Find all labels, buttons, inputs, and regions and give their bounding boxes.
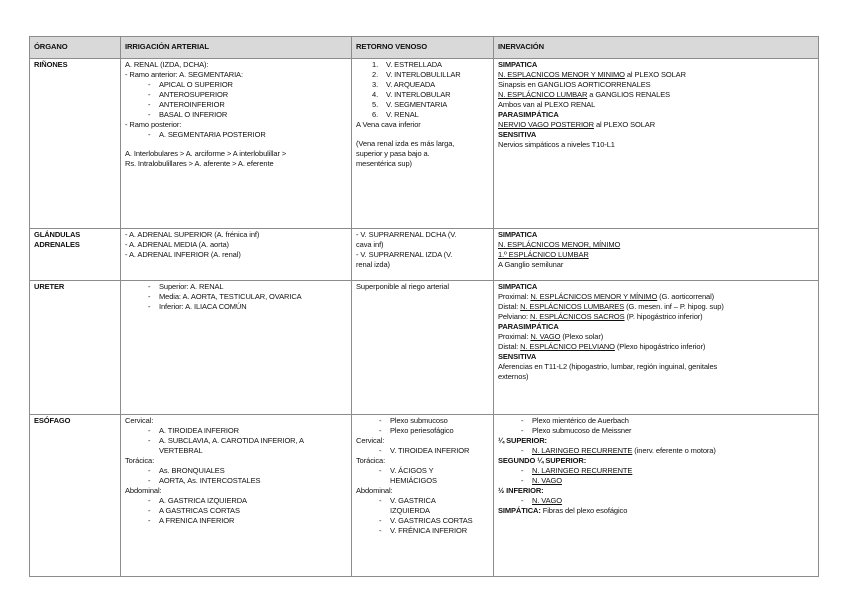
- text-line: Torácica:: [356, 455, 386, 465]
- innervation-cell: [494, 415, 819, 577]
- list-item: - BASAL O INFERIOR: [125, 110, 347, 120]
- list-item: [498, 496, 814, 506]
- list-item: - Inferior: A. ILIACA COMÚN: [125, 302, 347, 312]
- header-organo: ÓRGANO: [30, 37, 121, 59]
- list-item: - A. SEGMENTARIA POSTERIOR: [125, 130, 347, 140]
- text-line: [498, 120, 814, 130]
- list-item: 5. V. SEGMENTARIA: [356, 100, 489, 110]
- list-item: 2. V. INTERLOBULILLAR: [356, 70, 489, 80]
- text-line: - Ramo posterior:: [125, 119, 182, 129]
- list-item: 1. V. ESTRELLADA: [356, 60, 489, 70]
- text-fragment: (G. mesen. inf – P. hipog. sup): [624, 301, 724, 311]
- section-heading: ¼ SUPERIOR:: [498, 435, 547, 445]
- list-item: - A. GASTRICA IZQUIERDA: [125, 496, 347, 506]
- list-item: - A. SUBCLAVIA, A. CAROTIDA INFERIOR, A: [125, 436, 347, 446]
- organ-name: ADRENALES: [34, 239, 80, 249]
- nerve-name: N. VAGO: [530, 331, 561, 341]
- list-item: - V. TIROIDEA INFERIOR: [356, 446, 489, 456]
- list-item: 6. V. RENAL: [356, 110, 489, 120]
- text-line: A Ganglio semilunar: [498, 259, 564, 269]
- header-row: [30, 37, 819, 59]
- text-fragment: Proximal:: [498, 331, 531, 341]
- section-heading: SIMPATICA: [498, 230, 538, 239]
- list-item: - V. FRÉNICA INFERIOR: [356, 526, 489, 536]
- section-heading: SIMPÁTICA:: [498, 505, 541, 515]
- organ-name: GLÁNDULAS: [34, 230, 81, 239]
- text-fragment: al PLEXO SOLAR: [624, 69, 686, 79]
- text-line: - V. SUPRARRENAL IZDA (V.: [356, 249, 453, 259]
- table-row-ureter: [30, 281, 819, 415]
- section-heading: SENSITIVA: [498, 351, 537, 361]
- text-line: superior y pasa bajo a.: [356, 148, 430, 158]
- text-line: - A. ADRENAL INFERIOR (A. renal): [125, 249, 241, 259]
- section-heading: SIMPATICA: [498, 60, 538, 69]
- text-fragment: Distal:: [498, 341, 521, 351]
- text-fragment: Proximal:: [498, 291, 531, 301]
- text-line: [498, 506, 814, 516]
- organ-cell: [30, 229, 121, 281]
- list-item: 4. V. INTERLOBULAR: [356, 90, 489, 100]
- text-fragment: Pelviano:: [498, 311, 530, 321]
- text-fragment: (Plexo solar): [560, 331, 604, 341]
- nerve-name: 1.º ESPLÁCNICO LUMBAR: [498, 249, 589, 259]
- list-item: [498, 446, 814, 456]
- nerve-name: N. LARINGEO RECURRENTE: [532, 445, 633, 455]
- text-line: renal izda): [356, 259, 390, 269]
- text-line: Nervios simpáticos a niveles T10-L1: [498, 139, 615, 149]
- list-item: - Plexo submucoso: [356, 416, 489, 426]
- text-line: [498, 90, 814, 100]
- text-line: [498, 342, 814, 352]
- list-item: - V. GASTRICA: [356, 496, 489, 506]
- table-row-rinones: [30, 59, 819, 229]
- text-line: cava inf): [356, 239, 384, 249]
- text-line: - Ramo anterior: A. SEGMENTARIA:: [125, 69, 243, 79]
- irrigation-cell: [121, 59, 352, 229]
- list-item: - Media: A. AORTA, TESTICULAR, OVARICA: [125, 292, 347, 302]
- list-item: - As. BRONQUIALES: [125, 466, 347, 476]
- list-item-continued: HEMIÁCIGOS: [390, 475, 437, 485]
- section-heading: ½ INFERIOR:: [498, 485, 544, 495]
- text-line: externos): [498, 371, 529, 381]
- irrigation-cell: [121, 281, 352, 415]
- section-heading: SENSITIVA: [498, 129, 537, 139]
- anatomy-table: [29, 36, 819, 577]
- nerve-name: N. LARINGEO RECURRENTE: [532, 465, 633, 475]
- text-line: - A. ADRENAL SUPERIOR (A. frénica inf): [125, 230, 260, 239]
- text-fragment: Distal:: [498, 301, 521, 311]
- venous-cell: [352, 59, 494, 229]
- text-fragment: al PLEXO SOLAR: [593, 119, 656, 129]
- section-heading: SEGUNDO ¼ SUPERIOR:: [498, 455, 587, 465]
- text-line: (Vena renal izda es más larga,: [356, 138, 455, 148]
- text-fragment: (P. hipogástrico inferior): [624, 311, 703, 321]
- irrigation-cell: [121, 229, 352, 281]
- irrigation-cell: [121, 415, 352, 577]
- text-fragment: a GANGLIOS RENALES: [587, 89, 670, 99]
- text-fragment: (Plexo hipogástrico inferior): [614, 341, 706, 351]
- text-line: A Vena cava inferior: [356, 119, 421, 129]
- list-item: - Plexo submucoso de Meissner: [498, 426, 814, 436]
- header-retorno: RETORNO VENOSO: [352, 37, 494, 59]
- nerve-name: N. ESPLACNICOS MENOR Y MINIMO: [498, 69, 625, 79]
- text-line: mesentérica sup): [356, 158, 412, 168]
- organ-cell: ESÓFAGO: [30, 415, 121, 577]
- innervation-cell: [494, 281, 819, 415]
- spacer: [125, 140, 347, 149]
- nerve-name: N. ESPLÁCNICOS MENOR, MÍNIMO: [498, 239, 621, 249]
- text-line: Aferencias en T11-L2 (hipogastrio, lumbar, región inguinal, genitales: [498, 361, 718, 371]
- list-item: [498, 466, 814, 476]
- text-line: Cervical:: [125, 416, 154, 425]
- list-item: - Plexo periesofágico: [356, 426, 489, 436]
- innervation-cell: [494, 229, 819, 281]
- section-heading: PARASIMPÁTICA: [498, 321, 559, 331]
- text-line: [498, 292, 814, 302]
- nerve-name: N. VAGO: [532, 475, 562, 485]
- list-item: - V. GASTRICAS CORTAS: [356, 516, 489, 526]
- list-item: [498, 476, 814, 486]
- list-item: - A GASTRICAS CORTAS: [125, 506, 347, 516]
- text-line: [498, 312, 814, 322]
- list-item: - Plexo mientérico de Auerbach: [498, 416, 814, 426]
- list-item: - A. TIROIDEA INFERIOR: [125, 426, 347, 436]
- header-irrigacion: IRRIGACIÓN ARTERIAL: [121, 37, 352, 59]
- list-item: 3. V. ARQUEADA: [356, 80, 489, 90]
- nerve-name: N. ESPLÁCNICOS MENOR Y MÍNIMO: [530, 291, 658, 301]
- text-line: [498, 70, 814, 80]
- text-fragment: (inerv. eferente o motora): [632, 445, 716, 455]
- text-line: [498, 302, 814, 312]
- table-row-glandulas: [30, 229, 819, 281]
- list-item: - Superior: A. RENAL: [125, 282, 347, 292]
- list-item: - AORTA, As. INTERCOSTALES: [125, 476, 347, 486]
- organ-cell: URETER: [30, 281, 121, 415]
- nerve-name: N. ESPLÁCNICOS LUMBARES: [520, 301, 625, 311]
- text-fragment: Fibras del plexo esofágico: [540, 505, 628, 515]
- text-line: - A. ADRENAL MEDIA (A. aorta): [125, 239, 229, 249]
- list-item-continued: VERTEBRAL: [159, 445, 203, 455]
- spacer: [356, 130, 489, 139]
- nerve-name: N. ESPLÁCNICO LUMBAR: [498, 89, 588, 99]
- nerve-name: N. VAGO: [532, 495, 562, 505]
- text-line: Torácica:: [125, 455, 155, 465]
- innervation-cell: [494, 59, 819, 229]
- nerve-name: N. ESPLÁCNICOS SACROS: [529, 311, 625, 321]
- text-line: Abdominal:: [356, 485, 393, 495]
- nerve-name: N. ESPLÁCNICO PELVIANO: [520, 341, 615, 351]
- venous-cell: [352, 229, 494, 281]
- text-line: A. Interlobulares > A. arciforme > A interlobulillar >: [125, 148, 287, 158]
- text-line: - V. SUPRARRENAL DCHA (V.: [356, 230, 457, 239]
- list-item: - ANTEROINFERIOR: [125, 100, 347, 110]
- list-item: - A FRENICA INFERIOR: [125, 516, 347, 526]
- text-line: Superponible al riego arterial: [356, 282, 449, 291]
- list-item-continued: IZQUIERDA: [390, 505, 430, 515]
- text-fragment: (G. aorticorrenal): [657, 291, 715, 301]
- list-item: - ANTEROSUPERIOR: [125, 90, 347, 100]
- organ-cell: RIÑONES: [30, 59, 121, 229]
- venous-cell: [352, 415, 494, 577]
- venous-cell: [352, 281, 494, 415]
- list-item: - V. ÁCIGOS Y: [356, 466, 489, 476]
- text-line: [498, 332, 814, 342]
- text-line: Ambos van al PLEXO RENAL: [498, 99, 596, 109]
- header-inervacion: INERVACIÓN: [494, 37, 819, 59]
- text-line: Abdominal:: [125, 485, 162, 495]
- table-row-esofago: [30, 415, 819, 577]
- section-heading: SIMPATICA: [498, 282, 538, 291]
- text-line: Cervical:: [356, 435, 385, 445]
- section-heading: PARASIMPÁTICA: [498, 109, 559, 119]
- text-line: A. RENAL (IZDA, DCHA):: [125, 60, 209, 69]
- text-line: Sinapsis en GANGLIOS AORTICORRENALES: [498, 79, 651, 89]
- text-line: Rs. Intralobulillares > A. aferente > A. eferente: [125, 158, 274, 168]
- nerve-name: NERVIO VAGO POSTERIOR: [498, 119, 594, 129]
- list-item: - APICAL O SUPERIOR: [125, 80, 347, 90]
